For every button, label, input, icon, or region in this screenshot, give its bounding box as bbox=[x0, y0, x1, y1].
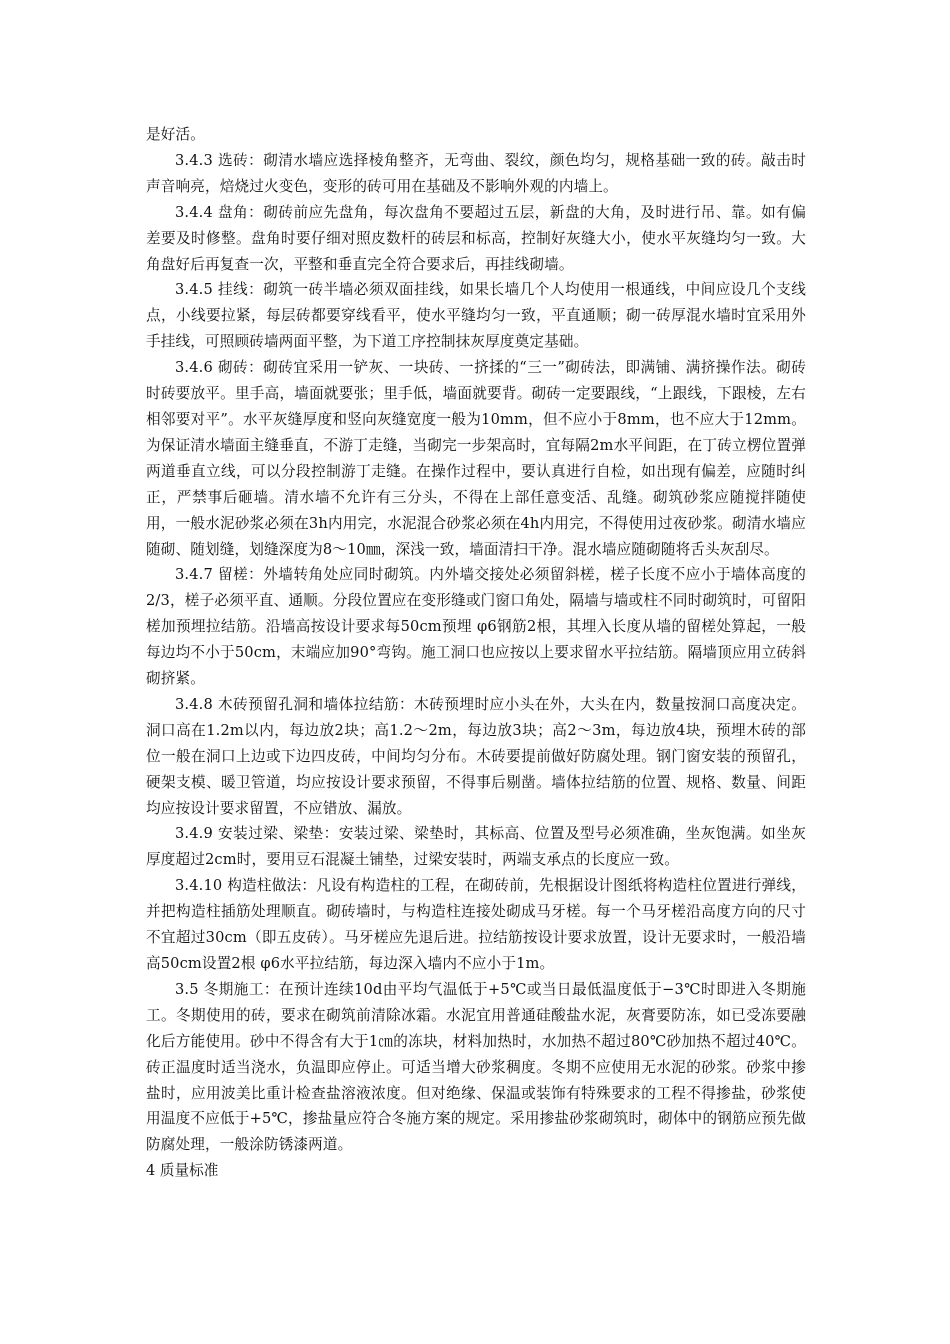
paragraph-3-4-6: 3.4.6 砌砖：砌砖宜采用一铲灰、一块砖、一挤揉的“三一”砌砖法，即满铺、满挤操作法。砌砖时砖要放平。里手高，墙面就要张；里手低，墙面就要背。砌砖一定要跟线，“上跟线，下跟棱，左右相邻要对平”。水平灰缝厚度和竖向灰缝宽度一般为10mm，但不应小于8mm，也不应大于12mm。为保证清水墙面主缝垂直，不游丁走缝，当砌完一步架高时，宜每隔2m水平间距，在丁砖立楞位置弹两道垂直立线，可以分段控制游丁走缝。在操作过程中，要认真进行自检，如出现有偏差，应随时纠正，严禁事后砸墙。清水墙不允许有三分头，不得在上部任意变活、乱缝。砌筑砂浆应随搅拌随使用，一般水泥砂浆必须在3h内用完，水泥混合砂浆必须在4h内用完，不得使用过夜砂浆。砌清水墙应随砌、随划缝，划缝深度为8～10㎜，深浅一致，墙面清扫干净。混水墙应随砌随将舌头灰刮尽。 bbox=[146, 359, 806, 558]
paragraph-3-4-8: 3.4.8 木砖预留孔洞和墙体拉结筋：木砖预埋时应小头在外，大头在内，数量按洞口高度决定。洞口高在1.2m以内，每边放2块；高1.2～2m，每边放3块；高2～3m，每边放4块，预埋木砖的部位一般在洞口上边或下边四皮砖，中间均匀分布。木砖要提前做好防腐处理。钢门窗安装的预留孔，硬架支模、暖卫管道，均应按设计要求预留，不得事后剔凿。墙体拉结筋的位置、规格、数量、间距均应按设计要求留置，不应错放、漏放。 bbox=[146, 695, 806, 817]
paragraph-3-4-4: 3.4.4 盘角：砌砖前应先盘角，每次盘角不要超过五层，新盘的大角，及时进行吊、靠。如有偏差要及时修整。盘角时要仔细对照皮数杆的砖层和标高，控制好灰缝大小，使水平灰缝均匀一致。大角盘好后再复查一次，平整和垂直完全符合要求后，再挂线砌墙。 bbox=[146, 203, 806, 273]
paragraph-3-4-5: 3.4.5 挂线：砌筑一砖半墙必须双面挂线，如果长墙几个人均使用一根通线，中间应设几个支线点，小线要拉紧，每层砖都要穿线看平，使水平缝均匀一致，平直通顺；砌一砖厚混水墙时宜采用外手挂线，可照顾砖墙两面平整，为下道工序控制抹灰厚度奠定基础。 bbox=[146, 281, 806, 351]
section-heading: 4 质量标准 bbox=[146, 1162, 219, 1180]
paragraph-3-4-3: 3.4.3 选砖：砌清水墙应选择棱角整齐，无弯曲、裂纹，颜色均匀，规格基础一致的砖。敲击时声音响亮，焙烧过火变色，变形的砖可用在基础及不影响外观的内墙上。 bbox=[146, 151, 806, 195]
paragraph-3-4-9: 3.4.9 安装过梁、梁垫：安装过梁、梁垫时，其标高、位置及型号必须准确，坐灰饱满。如坐灰厚度超过2cm时，要用豆石混凝土铺垫，过梁安装时，两端支承点的长度应一致。 bbox=[146, 825, 806, 869]
paragraph-3-4-7: 3.4.7 留槎：外墙转角处应同时砌筑。内外墙交接处必须留斜槎，槎子长度不应小于墙体高度的2/3，槎子必须平直、通顺。分段位置应在变形缝或门窗口角处，隔墙与墙或柱不同时砌筑时，可留阳槎加预埋拉结筋。沿墙高按设计要求每50cm预埋 φ6钢筋2根，其埋入长度从墙的留槎处算起，一般每边均不小于50cm，末端应加90°弯钩。施工洞口也应按以上要求留水平拉结筋。隔墙顶应用立砖斜砌挤紧。 bbox=[146, 566, 806, 688]
paragraph-3-5: 3.5 冬期施工：在预计连续10d由平均气温低于+5℃或当日最低温度低于−3℃时即进入冬期施工。冬期使用的砖，要求在砌筑前清除冰霜。水泥宜用普通硅酸盐水泥，灰膏要防冻，如已受冻要融化后方能使用。砂中不得含有大于1㎝的冻块，材料加热时，水加热不超过80℃砂加热不超过40℃。砖正温度时适当浇水，负温即应停止。可适当增大砂浆稠度。冬期不应使用无水泥的砂浆。砂浆中掺盐时，应用波美比重计检查盐溶液浓度。但对绝缘、保温或装饰有特殊要求的工程不得掺盐，砂浆使用温度不应低于+5℃，掺盐量应符合冬施方案的规定。采用掺盐砂浆砌筑时，砌体中的钢筋应预先做防腐处理，一般涂防锈漆两道。 bbox=[146, 980, 806, 1154]
paragraph-3-4-10: 3.4.10 构造柱做法：凡设有构造柱的工程，在砌砖前，先根据设计图纸将构造柱位置进行弹线，并把构造柱插筋处理顺直。砌砖墙时，与构造柱连接处砌成马牙槎。每一个马牙槎沿高度方向的尺寸不宜超过30cm（即五皮砖）。马牙槎应先退后进。拉结筋按设计要求放置，设计无要求时，一般沿墙高50cm设置2根 φ6水平拉结筋，每边深入墙内不应小于1m。 bbox=[146, 877, 806, 972]
document-body bbox=[146, 122, 806, 1184]
paragraph-continuation: 是好活。 bbox=[146, 126, 205, 143]
